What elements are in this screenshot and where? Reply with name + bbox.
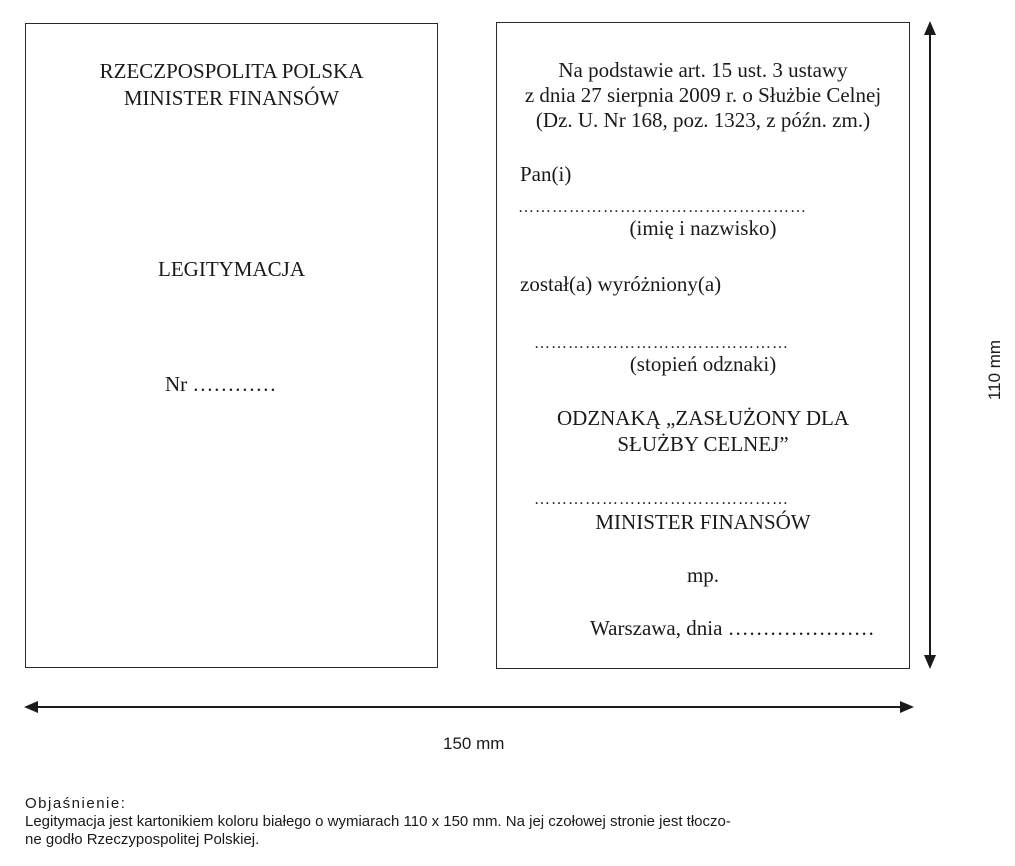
explanatory-note bbox=[25, 795, 731, 849]
seal-mark: mp. bbox=[686, 563, 720, 587]
document-name: LEGITYMACJA bbox=[158, 257, 305, 281]
height-label: 110 mm bbox=[985, 339, 1004, 401]
place-and-date: Warszawa, dnia ………………… bbox=[590, 616, 875, 640]
degree-caption: (stopień odznaki) bbox=[629, 352, 777, 376]
note-title: Objaśnienie: bbox=[25, 795, 127, 812]
width-label: 150 mm bbox=[443, 734, 505, 753]
awarded-text: został(a) wyróżniony(a) bbox=[520, 272, 722, 296]
name-fill-line: …………………………………………… bbox=[518, 199, 807, 216]
name-caption: (imię i nazwisko) bbox=[629, 216, 777, 240]
badge-name-line-1: ODZNAKĄ „ZASŁUŻONY DLA bbox=[556, 406, 849, 430]
salutation: Pan(i) bbox=[520, 162, 572, 186]
note-line-2: ne godło Rzeczypospolitej Polskiej. bbox=[25, 831, 260, 848]
ministry-title: MINISTER FINANSÓW bbox=[123, 86, 340, 110]
note-line-1: Legitymacja jest kartonikiem koloru białego o wymiarach 110 x 150 mm. Na jej czołowej stronie jest tłoczo- bbox=[25, 813, 731, 830]
legal-basis-line-3: (Dz. U. Nr 168, poz. 1323, z późn. zm.) bbox=[535, 108, 871, 132]
signatory: MINISTER FINANSÓW bbox=[595, 510, 811, 534]
legal-basis-line-2: z dnia 27 sierpnia 2009 r. o Służbie Celnej bbox=[524, 83, 882, 107]
certificate-inside-card bbox=[496, 22, 910, 669]
republic-title: RZECZPOSPOLITA POLSKA bbox=[99, 59, 364, 83]
badge-name-line-2: SŁUŻBY CELNEJ” bbox=[617, 432, 789, 456]
legal-basis-line-1: Na podstawie art. 15 ust. 3 ustawy bbox=[558, 58, 848, 82]
certificate-front-card bbox=[25, 23, 438, 668]
height-dimension-arrow bbox=[921, 19, 939, 671]
signature-fill-line: ……………………………………… bbox=[534, 491, 789, 508]
number-field: Nr ………… bbox=[165, 372, 277, 396]
width-dimension-arrow bbox=[22, 698, 916, 716]
degree-fill-line: ……………………………………… bbox=[534, 335, 789, 352]
